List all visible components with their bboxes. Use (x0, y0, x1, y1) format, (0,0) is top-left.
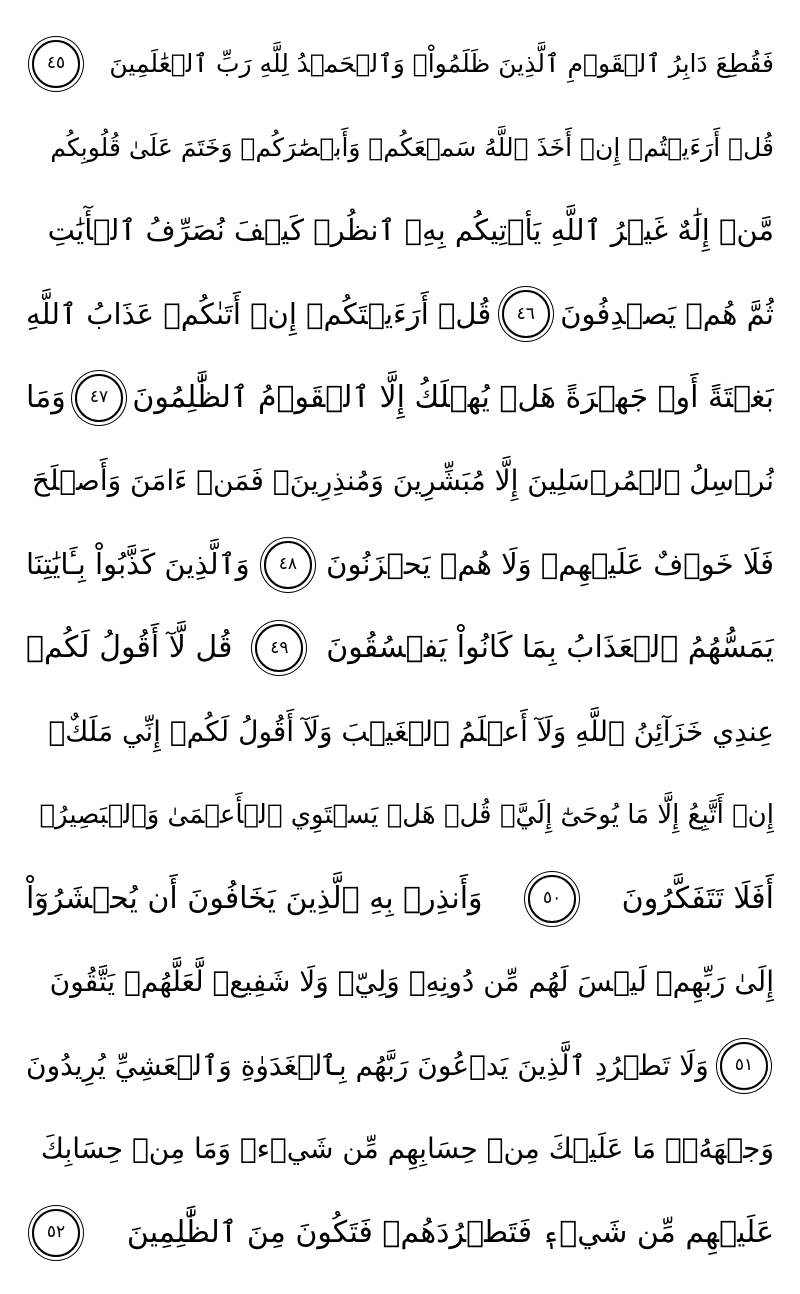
text-line-5 (26, 356, 774, 440)
text-line-1 (26, 22, 774, 106)
text-line-8 (26, 607, 774, 691)
ayah-end-marker: ٤٩ (255, 624, 303, 672)
text-line-15 (26, 1191, 774, 1275)
verse-text: وَأَنذِرۡ بِهِ ٱلَّذِينَ يَخَافُونَ أَن يُحۡشَرُوٓاْ (26, 880, 483, 916)
verse-text: قُلۡ أَرَءَيۡتُمۡ إِنۡ أَخَذَ ٱللَّهُ سَمۡعَكُمۡ وَأَبۡصَٰرَكُمۡ وَخَتَمَ عَلَىٰ قُلُوبِكُم (50, 132, 774, 162)
verse-text: وَجۡهَهُۥۖ مَا عَلَيۡكَ مِنۡ حِسَابِهِم مِّن شَيۡءٖ وَمَا مِنۡ حِسَابِكَ (40, 1132, 774, 1166)
verse-text: قُلۡ أَرَءَيۡتَكُمۡ إِنۡ أَتَىٰكُمۡ عَذَابُ ٱللَّهِ (26, 296, 492, 331)
text-line-12 (26, 941, 774, 1025)
verse-text: أَفَلَا تَتَفَكَّرُونَ (621, 880, 774, 916)
text-line-10 (26, 774, 774, 858)
text-line-4 (26, 273, 774, 357)
text-line-13 (26, 1024, 774, 1108)
text-line-2 (26, 106, 774, 190)
verse-text: وَلَا تَطۡرُدِ ٱلَّذِينَ يَدۡعُونَ رَبَّهُم بِٱلۡغَدَوٰةِ وَٱلۡعَشِيِّ يُرِيدُونَ (26, 1048, 709, 1082)
ayah-end-marker: ٤٦ (502, 290, 550, 338)
ayah-end-marker: ٥١ (720, 1042, 768, 1090)
verse-text: وَمَا (26, 379, 66, 415)
verse-text: مَّنۡ إِلَٰهٌ غَيۡرُ ٱللَّهِ يَأۡتِيكُم بِهِۗ ٱنظُرۡ كَيۡفَ نُصَرِّفُ ٱلۡأٓيَٰتِ (47, 213, 774, 248)
verse-text: فَلَا خَوۡفٌ عَلَيۡهِمۡ وَلَا هُمۡ يَحۡزَنُونَ (326, 547, 774, 582)
ayah-end-marker: ٥٠ (528, 875, 576, 923)
verse-text: يَمَسُّهُمُ ٱلۡعَذَابُ بِمَا كَانُواْ يَفۡسُقُونَ (326, 630, 774, 666)
verse-text: عَلَيۡهِم مِّن شَيۡءٖ فَتَطۡرُدَهُمۡ فَتَكُونَ مِنَ ٱلظَّٰلِمِينَ (126, 1214, 774, 1250)
text-line-11 (26, 857, 774, 941)
verse-text: ثُمَّ هُمۡ يَصۡدِفُونَ (560, 296, 774, 331)
ayah-end-marker: ٥٢ (32, 1209, 80, 1257)
ayah-end-marker: ٤٧ (75, 374, 123, 422)
verse-text: عِندِي خَزَآئِنُ ٱللَّهِ وَلَآ أَعۡلَمُ ٱلۡغَيۡبَ وَلَآ أَقُولُ لَكُمۡ إِنِّي مَلَكٌۖ (48, 714, 774, 748)
text-line-14 (26, 1108, 774, 1192)
text-line-6 (26, 440, 774, 524)
verse-text: نُرۡسِلُ ٱلۡمُرۡسَلِينَ إِلَّا مُبَشِّرِينَ وَمُنذِرِينَۖ فَمَنۡ ءَامَنَ وَأَصۡلَحَ (31, 464, 774, 498)
ayah-end-marker: ٤٥ (32, 40, 80, 88)
text-line-9 (26, 690, 774, 774)
ayah-end-marker: ٤٨ (264, 541, 312, 589)
text-line-3 (26, 189, 774, 273)
verse-text: بَغۡتَةً أَوۡ جَهۡرَةً هَلۡ يُهۡلَكُ إِلَّا ٱلۡقَوۡمُ ٱلظَّٰلِمُونَ (132, 379, 774, 415)
verse-text: فَقُطِعَ دَابِرُ ٱلۡقَوۡمِ ٱلَّذِينَ ظَلَمُواْۚ وَٱلۡحَمۡدُ لِلَّهِ رَبِّ ٱلۡعَٰلَمِينَ (109, 49, 774, 79)
verse-text: وَٱلَّذِينَ كَذَّبُواْ بِـَٔايَٰتِنَا (26, 547, 250, 582)
text-line-7 (26, 523, 774, 607)
verse-text: إِنۡ أَتَّبِعُ إِلَّا مَا يُوحَىٰٓ إِلَيَّۚ قُلۡ هَلۡ يَسۡتَوِي ٱلۡأَعۡمَىٰ وَٱلۡبَصِيرُۚ (39, 800, 774, 831)
verse-text: إِلَىٰ رَبِّهِمۡ لَيۡسَ لَهُم مِّن دُونِهِۦ وَلِيّٞ وَلَا شَفِيعٞ لَّعَلَّهُمۡ يَتَّقُونَ (49, 965, 774, 999)
verse-text: قُل لَّآ أَقُولُ لَكُمۡ (26, 630, 233, 666)
